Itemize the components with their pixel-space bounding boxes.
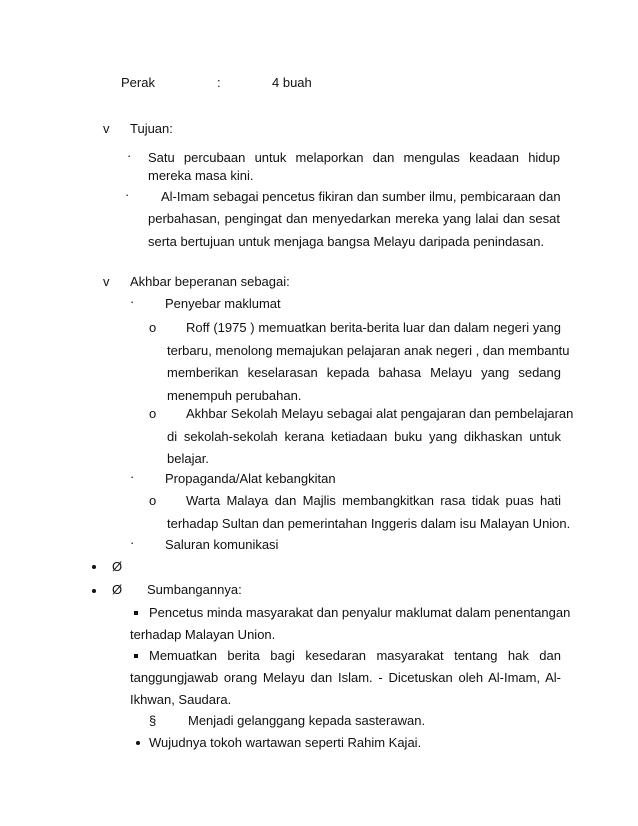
text-fragment: Satu percubaan untuk melaporkan dan mengulas keadaan hidup <box>148 150 560 165</box>
paragraph-line: Ikhwan, Saudara. <box>130 692 232 707</box>
section-sign-marker: § <box>149 713 157 728</box>
paragraph-line: mereka masa kini. <box>148 168 254 183</box>
section-marker: v <box>103 121 110 136</box>
paragraph-line: Al-Imam sebagai pencetus fikiran dan sumber ilmu, pembicaraan dan <box>161 189 561 204</box>
bullet-marker: · <box>130 535 135 550</box>
section-heading-sumbangan: Sumbangannya: <box>147 582 242 597</box>
square-bullet-icon <box>134 654 138 658</box>
sub-marker: o <box>149 493 157 508</box>
paragraph-line: memberikan keselarasan kepada bahasa Melayu yang sedang <box>167 365 561 380</box>
bullet-marker: · <box>127 148 132 163</box>
section-heading-akhbar: Akhbar beperanan sebagai: <box>130 274 290 289</box>
role-label: Propaganda/Alat kebangkitan <box>165 471 336 486</box>
section-marker: Ø <box>112 582 123 597</box>
bullet-dot-icon <box>92 565 96 569</box>
sub-marker: o <box>149 406 157 421</box>
bullet-marker: · <box>130 294 135 309</box>
separator: : <box>217 75 221 90</box>
section-marker: Ø <box>112 559 123 574</box>
paragraph-line: Roff (1975 ) memuatkan berita-berita luar dan dalam negeri yang <box>186 320 561 335</box>
section-marker: v <box>103 274 110 289</box>
bullet-marker: · <box>125 187 130 202</box>
paragraph-line: Pencetus minda masyarakat dan penyalur maklumat dalam penentangan <box>149 605 571 620</box>
paragraph-line: menempuh perubahan. <box>167 388 302 403</box>
role-label: Saluran komunikasi <box>165 537 279 552</box>
paragraph-line: tanggungjawab orang Melayu dan Islam. - Dicetuskan oleh Al-Imam, Al- <box>130 670 561 685</box>
paragraph-line: belajar. <box>167 451 209 466</box>
paragraph-line: Menjadi gelanggang kepada sasterawan. <box>188 713 426 728</box>
state-name: Perak <box>121 75 155 90</box>
paragraph-line: terbaru, menolong memajukan pelajaran anak negeri , dan membantu <box>167 343 570 358</box>
bullet-dot-icon <box>136 741 140 745</box>
bullet-dot-icon <box>92 589 96 593</box>
paragraph-line: Memuatkan berita bagi kesedaran masyarakat tentang hak dan <box>149 648 561 663</box>
paragraph-line: perbahasan, pengingat dan menyedarkan mereka yang lalai dan sesat <box>148 211 560 226</box>
paragraph-line: Wujudnya tokoh wartawan seperti Rahim Kajai. <box>149 735 422 750</box>
paragraph-line: terhadap Malayan Union. <box>130 627 276 642</box>
count-value: 4 buah <box>272 75 312 90</box>
paragraph-line: terhadap Sultan dan pemerintahan Inggeris dalam isu Malayan Union. <box>167 516 571 531</box>
paragraph-line: di sekolah-sekolah kerana ketiadaan buku yang dikhaskan untuk <box>167 429 561 444</box>
role-label: Penyebar maklumat <box>165 296 281 311</box>
section-heading-tujuan: Tujuan: <box>130 121 173 136</box>
sub-marker: o <box>149 320 157 335</box>
bullet-marker: · <box>130 469 135 484</box>
paragraph-line: Warta Malaya dan Majlis membangkitkan rasa tidak puas hati <box>186 493 561 508</box>
square-bullet-icon <box>134 611 138 615</box>
paragraph-line <box>148 150 560 166</box>
paragraph-line: serta bertujuan untuk menjaga bangsa Melayu daripada penindasan. <box>148 234 545 249</box>
paragraph-line: Akhbar Sekolah Melayu sebagai alat pengajaran dan pembelajaran <box>186 406 574 421</box>
